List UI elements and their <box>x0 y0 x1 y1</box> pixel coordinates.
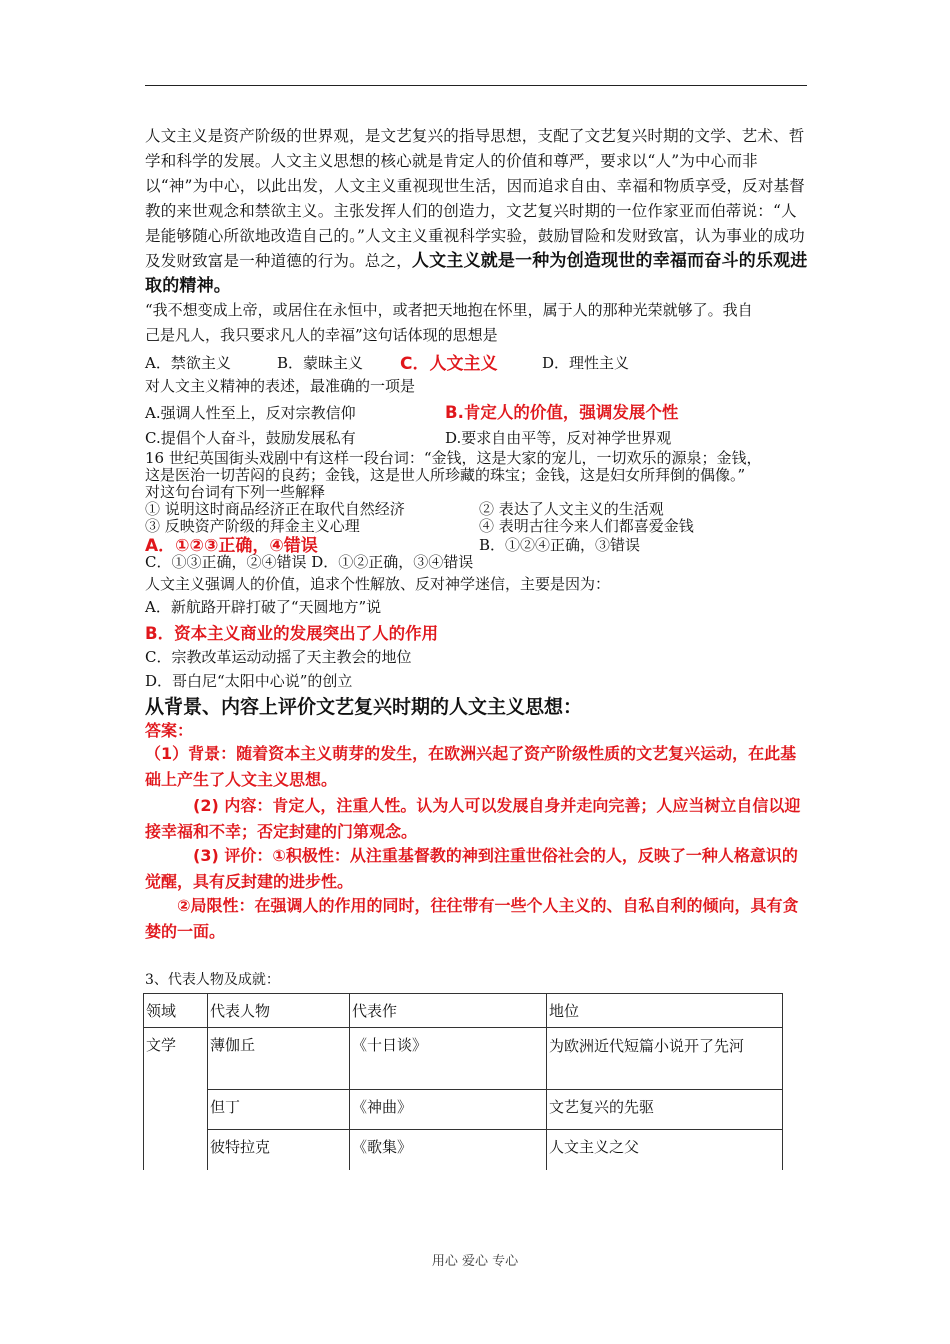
table-row <box>144 1028 783 1090</box>
header-person: 代表人物 <box>208 994 350 1028</box>
q3-option-cd: C．①③正确，②④错误 D．①②正确，③④错误 <box>145 553 474 571</box>
work-cell: 《神曲》 <box>350 1090 547 1130</box>
answer-evaluation: (3) 评价：①积极性：从注重基督教的神到注重世俗社会的人，反映了一种人格意识的觉醒，具有反封建的进步性。 <box>145 846 798 891</box>
q2-stem: 对人文主义精神的表述，最准确的一项是 <box>145 377 416 395</box>
header-status: 地位 <box>547 994 783 1028</box>
status-cell: 人文主义之父 <box>547 1130 783 1170</box>
person-cell: 薄伽丘 <box>208 1028 350 1090</box>
answer-label: 答案： <box>145 721 194 740</box>
q4-stem: 人文主义强调人的价值，追求个性解放、反对神学迷信，主要是因为： <box>145 575 611 593</box>
person-cell: 彼特拉克 <box>208 1130 350 1170</box>
header-rule <box>145 85 807 86</box>
q1-stem-line2: 己是凡人，我只要求凡人的幸福”这句话体现的思想是 <box>145 326 498 344</box>
q3-statement-4: ④ 表明古往今来人们都喜爱金钱 <box>479 517 694 535</box>
work-cell: 《十日谈》 <box>350 1028 547 1090</box>
q1-option-c-answer: C．人文主义 <box>400 354 498 374</box>
q3-statement-3: ③ 反映资产阶级的拜金主义心理 <box>145 517 360 535</box>
q2-option-a: A.强调人性至上，反对宗教信仰 <box>145 404 356 422</box>
q3-statement-2: ② 表达了人文主义的生活观 <box>479 500 664 518</box>
page-footer: 用心 爱心 专心 <box>431 1254 519 1269</box>
field-cell: 文学 <box>144 1028 208 1170</box>
essay-heading: 从背景、内容上评价文艺复兴时期的人文主义思想： <box>145 696 583 718</box>
q1-stem-line1: “我不想变成上帝，或居住在永恒中，或者把天地抱在怀里，属于人的那种光荣就够了。我自 <box>145 301 753 319</box>
person-cell: 但丁 <box>208 1090 350 1130</box>
q2-option-d: D.要求自由平等，反对神学世界观 <box>445 429 672 447</box>
q3-stem-line2: 这是医治一切苦闷的良药；金钱，这是世人所珍藏的珠宝；金钱，这是妇女所拜倒的偶像。” <box>145 466 746 484</box>
status-cell: 为欧洲近代短篇小说开了先河 <box>547 1028 783 1090</box>
table-row <box>144 1090 783 1130</box>
q4-option-b-answer: B．资本主义商业的发展突出了人的作用 <box>145 624 439 643</box>
q4-option-c: C．宗教改革运动动摇了天主教会的地位 <box>145 648 412 666</box>
q2-option-c: C.提倡个人奋斗，鼓励发展私有 <box>145 429 356 447</box>
intro-emphasis: 人文主义就是一种为创造现世的幸福而奋斗的乐观进取的精神。 <box>145 251 808 296</box>
status-cell: 文艺复兴的先驱 <box>547 1090 783 1130</box>
q1-option-b: B．蒙昧主义 <box>277 354 364 372</box>
header-work: 代表作 <box>350 994 547 1028</box>
answer-content: (2) 内容：肯定人，注重人性。认为人可以发展自身并走向完善；人应当树立自信以迎接幸福和不幸；否定封建的门第观念。 <box>145 796 801 841</box>
representatives-table <box>143 993 783 1170</box>
q3-stem-line3: 对这句台词有下列一些解释 <box>145 483 326 501</box>
work-cell: 《歌集》 <box>350 1130 547 1170</box>
answer-limitation: ②局限性：在强调人的作用的同时，往往带有一些个人主义的、自私自利的倾向，具有贪婪的一面。 <box>145 896 799 941</box>
answer-background: （1）背景：随着资本主义萌芽的发生，在欧洲兴起了资产阶级性质的文艺复兴运动，在此基础上产生了人文主义思想。 <box>145 744 797 789</box>
intro-paragraph <box>145 124 810 299</box>
q4-option-d: D．哥白尼“太阳中心说”的创立 <box>145 672 353 690</box>
intro-text: 人文主义是资产阶级的世界观，是文艺复兴的指导思想，支配了文艺复兴时期的文学、艺术、哲学和科学的发展。人文主义思想的核心就是肯定人的价值和尊严，要求以“人”为中心而非以“神”为中心，以此出发，人文主义重视现世生活，因而追求自由、幸福和物质享受，反对基督教的来世观念和禁欲主义。主张发挥人们的创造力，文艺复兴时期的一位作家亚而伯蒂说：“人是能够随心所欲地改造自己的。”人文主义重视科学实验，鼓励冒险和发财致富，认为事业的成功及发财致富是一种道德的行为。总之， <box>145 127 805 270</box>
q1-option-a: A．禁欲主义 <box>145 354 231 372</box>
q4-option-a: A．新航路开辟打破了“天圆地方”说 <box>145 598 382 616</box>
q3-statement-1: ① 说明这时商品经济正在取代自然经济 <box>145 500 405 518</box>
q3-option-b: B．①②④正确，③错误 <box>479 536 641 554</box>
q2-option-b-answer: B.肯定人的价值，强调发展个性 <box>445 403 679 422</box>
table-header-row <box>144 994 783 1028</box>
q3-option-a-answer: A．①②③正确，④错误 <box>145 536 318 556</box>
q1-option-d: D．理性主义 <box>542 354 630 372</box>
table-row <box>144 1130 783 1170</box>
header-field: 领域 <box>144 994 208 1028</box>
section3-title: 3、代表人物及成就： <box>145 972 280 988</box>
q3-stem-line1: 16 世纪英国街头戏剧中有这样一段台词：“金钱，这是大家的宠儿，一切欢乐的源泉；金钱， <box>145 449 762 467</box>
